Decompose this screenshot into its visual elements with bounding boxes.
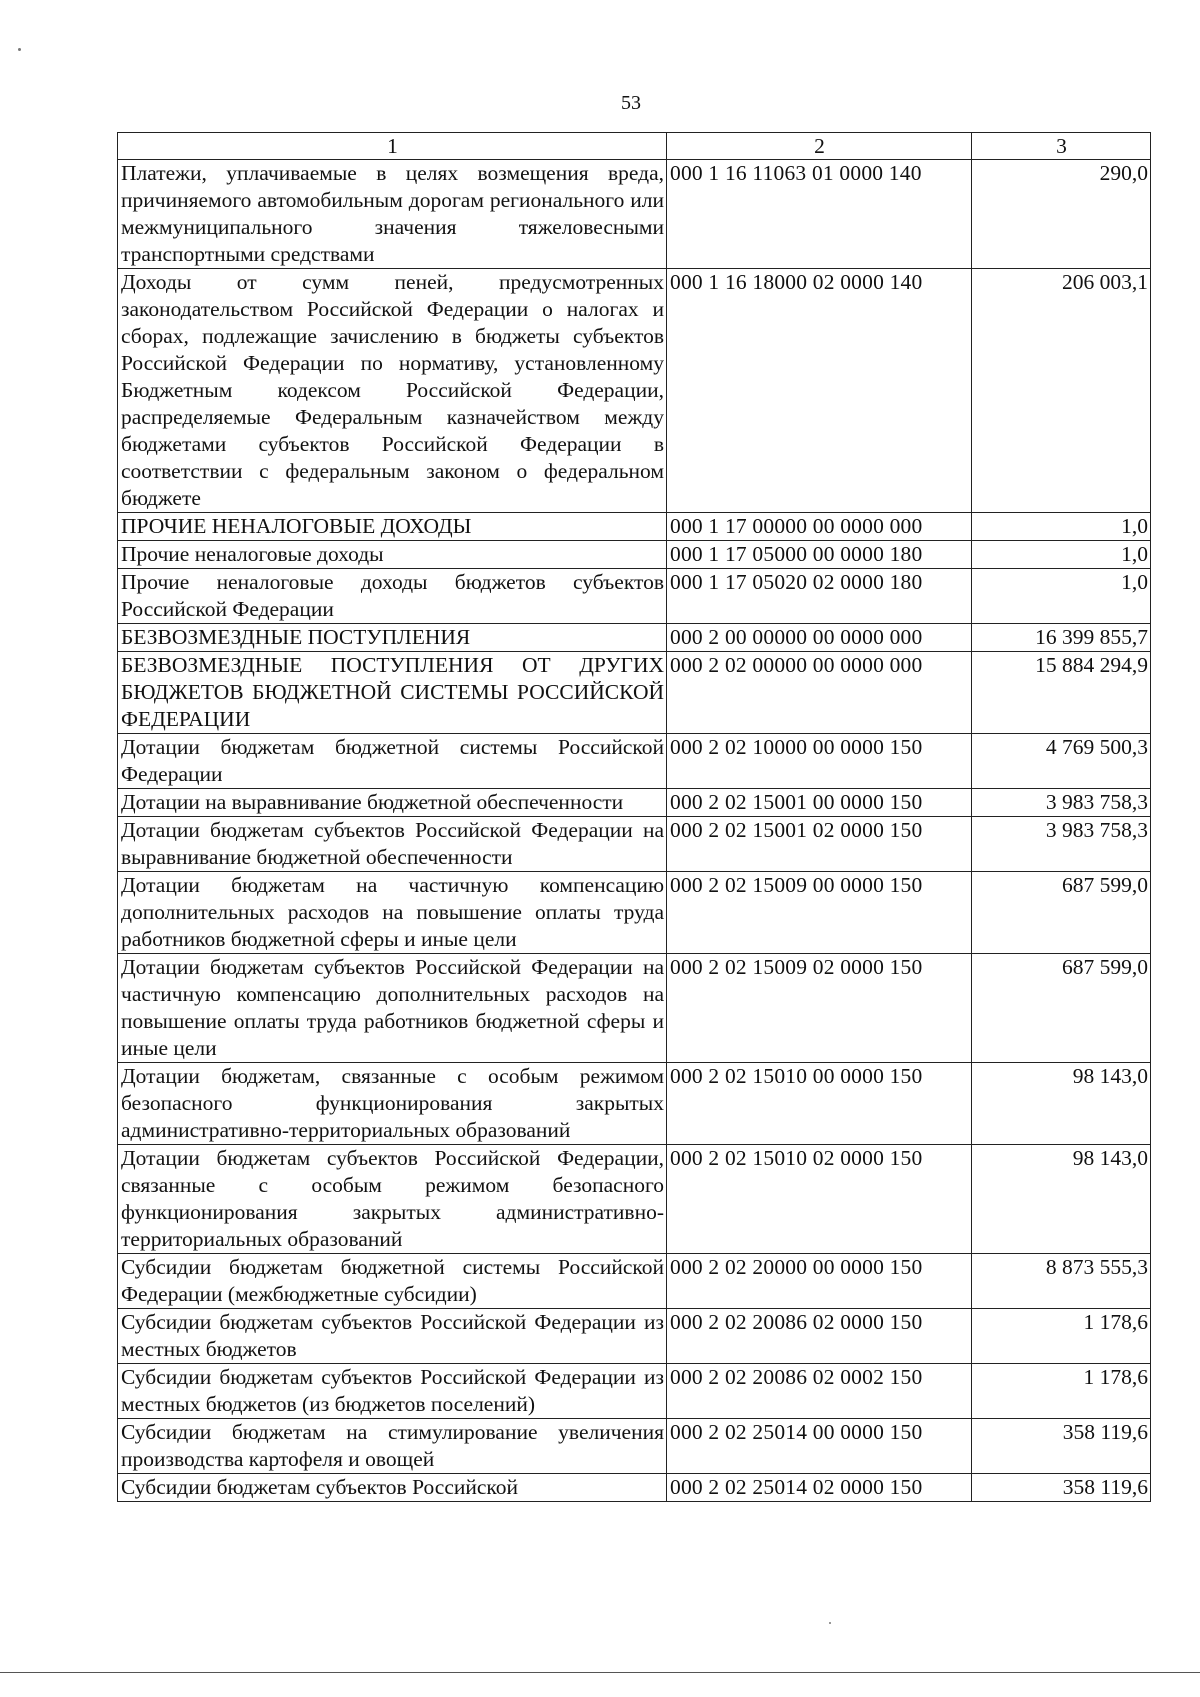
row-amount-cell: 358 119,6 (972, 1474, 1151, 1502)
row-amount-cell: 1 178,6 (972, 1364, 1151, 1419)
table-row (118, 160, 1151, 269)
row-code-cell: 000 1 17 05020 02 0000 180 (667, 569, 972, 624)
row-code-cell: 000 2 02 20086 02 0002 150 (667, 1364, 972, 1419)
scan-speck (18, 48, 21, 51)
row-name-cell: Субсидии бюджетам субъектов Российской Федерации из местных бюджетов (118, 1309, 667, 1364)
row-code-cell: 000 2 02 15009 00 0000 150 (667, 872, 972, 954)
table-row (118, 1145, 1151, 1254)
row-name-cell: Дотации бюджетам субъектов Российской Федерации на выравнивание бюджетной обеспеченности (118, 817, 667, 872)
row-code-cell: 000 1 16 18000 02 0000 140 (667, 269, 972, 513)
table-row (118, 954, 1151, 1063)
row-name-cell: Дотации бюджетам субъектов Российской Федерации на частичную компенсацию дополнительных расходов на повышение оплаты труда работников бюджетной сферы и иные цели (118, 954, 667, 1063)
row-amount-cell: 687 599,0 (972, 872, 1151, 954)
row-name-cell: ПРОЧИЕ НЕНАЛОГОВЫЕ ДОХОДЫ (118, 513, 667, 541)
row-name-cell: Субсидии бюджетам бюджетной системы Российской Федерации (межбюджетные субсидии) (118, 1254, 667, 1309)
row-code-cell: 000 2 02 20086 02 0000 150 (667, 1309, 972, 1364)
table-row (118, 872, 1151, 954)
row-amount-cell: 8 873 555,3 (972, 1254, 1151, 1309)
row-amount-cell: 1 178,6 (972, 1309, 1151, 1364)
row-code-cell: 000 1 17 00000 00 0000 000 (667, 513, 972, 541)
table-row (118, 1419, 1151, 1474)
row-amount-cell: 1,0 (972, 513, 1151, 541)
row-code-cell: 000 2 02 10000 00 0000 150 (667, 734, 972, 789)
row-amount-cell: 3 983 758,3 (972, 789, 1151, 817)
table-row (118, 817, 1151, 872)
row-code-cell: 000 2 02 15001 00 0000 150 (667, 789, 972, 817)
row-code-cell: 000 2 02 15001 02 0000 150 (667, 817, 972, 872)
table-row (118, 1474, 1151, 1502)
row-name-cell: Прочие неналоговые доходы (118, 541, 667, 569)
column-header-amount: 3 (972, 133, 1151, 160)
row-code-cell: 000 2 00 00000 00 0000 000 (667, 624, 972, 652)
row-amount-cell: 206 003,1 (972, 269, 1151, 513)
row-code-cell: 000 2 02 25014 02 0000 150 (667, 1474, 972, 1502)
row-name-cell: БЕЗВОЗМЕЗДНЫЕ ПОСТУПЛЕНИЯ ОТ ДРУГИХ БЮДЖЕТОВ БЮДЖЕТНОЙ СИСТЕМЫ РОССИЙСКОЙ ФЕДЕРАЦИИ (118, 652, 667, 734)
row-amount-cell: 1,0 (972, 541, 1151, 569)
row-code-cell: 000 2 02 15010 00 0000 150 (667, 1063, 972, 1145)
row-code-cell: 000 2 02 25014 00 0000 150 (667, 1419, 972, 1474)
table-header-row (118, 133, 1151, 160)
budget-revenue-table (117, 132, 1151, 1502)
row-name-cell: Субсидии бюджетам субъектов Российской Федерации из местных бюджетов (из бюджетов поселений) (118, 1364, 667, 1419)
table-row (118, 624, 1151, 652)
scan-speck (829, 1622, 831, 1624)
table-body (118, 160, 1151, 1502)
row-amount-cell: 98 143,0 (972, 1063, 1151, 1145)
row-amount-cell: 1,0 (972, 569, 1151, 624)
table-row (118, 513, 1151, 541)
row-name-cell: Дотации на выравнивание бюджетной обеспеченности (118, 789, 667, 817)
row-amount-cell: 98 143,0 (972, 1145, 1151, 1254)
table-row (118, 541, 1151, 569)
table-row (118, 269, 1151, 513)
row-code-cell: 000 1 16 11063 01 0000 140 (667, 160, 972, 269)
row-name-cell: Прочие неналоговые доходы бюджетов субъектов Российской Федерации (118, 569, 667, 624)
table-row (118, 652, 1151, 734)
table-row (118, 1063, 1151, 1145)
row-name-cell: Субсидии бюджетам субъектов Российской (118, 1474, 667, 1502)
row-name-cell: Доходы от сумм пеней, предусмотренных законодательством Российской Федерации о налогах и сборах, подлежащие зачислению в бюджеты субъектов Российской Федерации по нормативу, установленному Бюджетным кодексом Российской Федерации, распределяемые Федеральным казначейством между бюджетами субъектов Российской Федерации в соответствии с федеральным законом о федеральном бюджете (118, 269, 667, 513)
row-code-cell: 000 2 02 00000 00 0000 000 (667, 652, 972, 734)
row-name-cell: БЕЗВОЗМЕЗДНЫЕ ПОСТУПЛЕНИЯ (118, 624, 667, 652)
row-name-cell: Дотации бюджетам субъектов Российской Федерации, связанные с особым режимом безопасного функционирования закрытых административно-территориальных образований (118, 1145, 667, 1254)
row-amount-cell: 687 599,0 (972, 954, 1151, 1063)
row-name-cell: Дотации бюджетам бюджетной системы Российской Федерации (118, 734, 667, 789)
row-amount-cell: 4 769 500,3 (972, 734, 1151, 789)
row-name-cell: Платежи, уплачиваемые в целях возмещения вреда, причиняемого автомобильным дорогам регионального или межмуниципального значения тяжеловесными транспортными средствами (118, 160, 667, 269)
column-header-name: 1 (118, 133, 667, 160)
row-name-cell: Субсидии бюджетам на стимулирование увеличения производства картофеля и овощей (118, 1419, 667, 1474)
table-row (118, 1364, 1151, 1419)
row-amount-cell: 290,0 (972, 160, 1151, 269)
bottom-rule (0, 1672, 1200, 1673)
row-code-cell: 000 2 02 15009 02 0000 150 (667, 954, 972, 1063)
table-row (118, 1254, 1151, 1309)
row-amount-cell: 15 884 294,9 (972, 652, 1151, 734)
row-amount-cell: 3 983 758,3 (972, 817, 1151, 872)
page-number: 53 (621, 92, 641, 114)
row-code-cell: 000 1 17 05000 00 0000 180 (667, 541, 972, 569)
table-row (118, 1309, 1151, 1364)
row-amount-cell: 358 119,6 (972, 1419, 1151, 1474)
row-amount-cell: 16 399 855,7 (972, 624, 1151, 652)
column-header-code: 2 (667, 133, 972, 160)
row-name-cell: Дотации бюджетам, связанные с особым режимом безопасного функционирования закрытых административно-территориальных образований (118, 1063, 667, 1145)
table-row (118, 734, 1151, 789)
table-row (118, 569, 1151, 624)
row-code-cell: 000 2 02 15010 02 0000 150 (667, 1145, 972, 1254)
row-name-cell: Дотации бюджетам на частичную компенсацию дополнительных расходов на повышение оплаты труда работников бюджетной сферы и иные цели (118, 872, 667, 954)
row-code-cell: 000 2 02 20000 00 0000 150 (667, 1254, 972, 1309)
table-row (118, 789, 1151, 817)
